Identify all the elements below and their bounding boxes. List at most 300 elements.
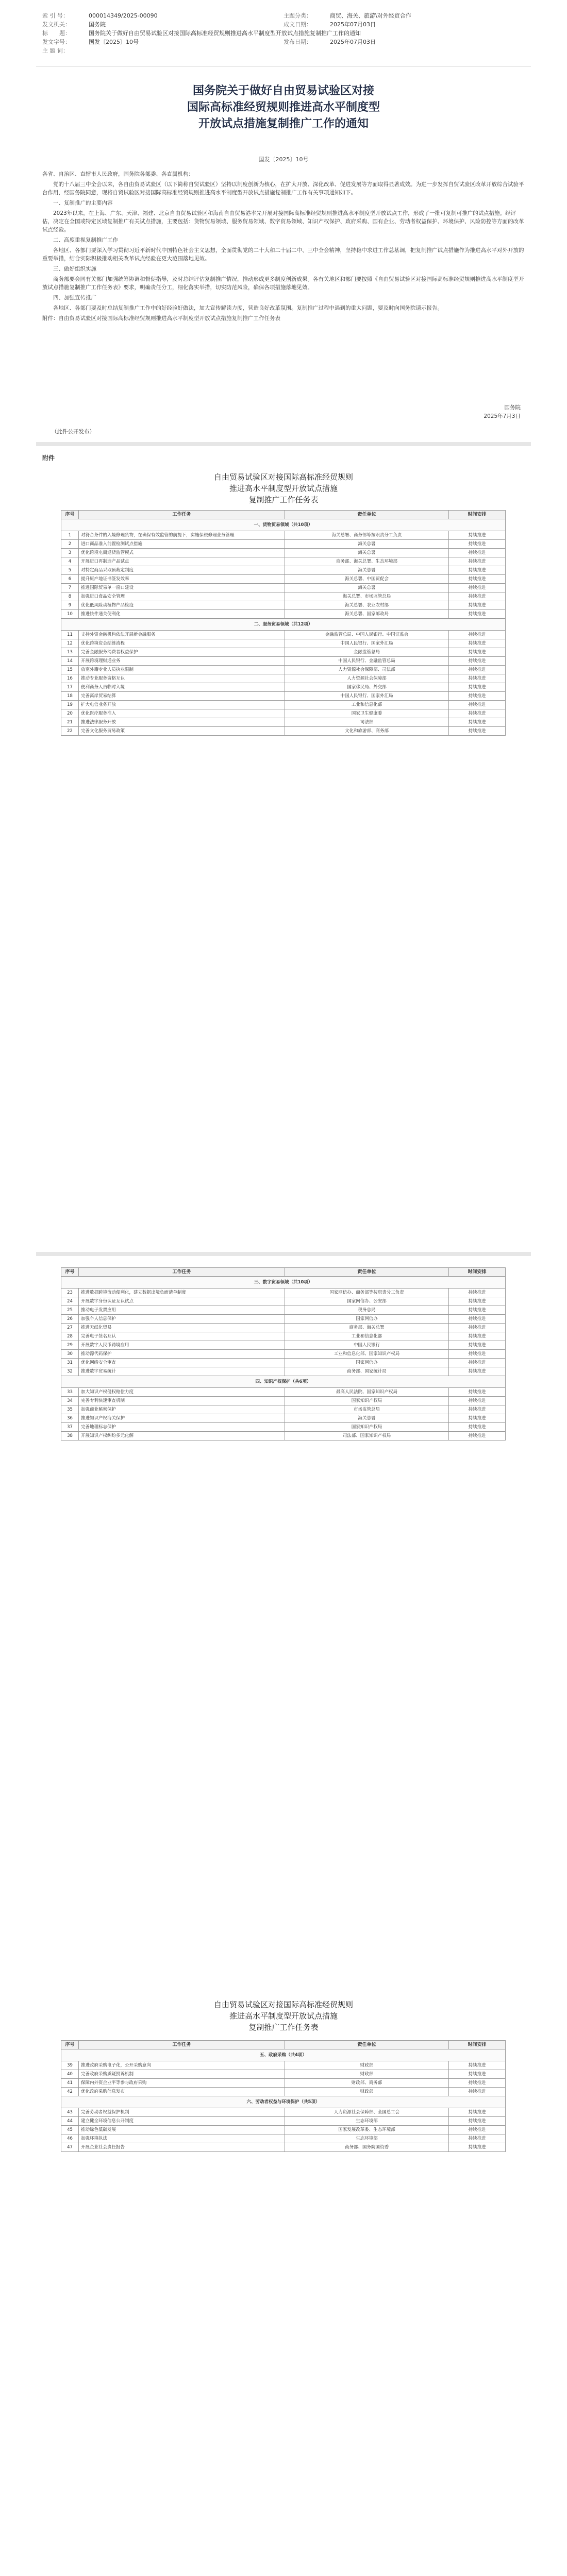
task-text: 开展知识产权纠纷多元化解 [79,1432,285,1440]
row-number: 16 [61,674,79,683]
task-text: 推进国际贸易单一窗口建设 [79,584,285,592]
task-text: 推进数字贸易统计 [79,1367,285,1376]
table-row [61,2117,506,2126]
time-arrangement: 持续推进 [449,2134,506,2143]
time-arrangement: 持续推进 [449,1315,506,1324]
document-number: 国发〔2025〕10号 [258,156,309,163]
table-header-row [61,2041,506,2049]
responsible-unit: 国家知识产权局 [285,1397,449,1405]
table-row [61,531,506,540]
document-meta-table [42,11,525,55]
table-header-cell: 工作任务 [79,511,285,519]
table-row [61,1359,506,1367]
row-number: 17 [61,683,79,692]
responsible-unit: 人力资源社会保障部、司法部 [285,666,449,674]
time-arrangement: 持续推进 [449,1414,506,1423]
task-text: 完善政府采购质疑投诉机制 [79,2070,285,2079]
time-arrangement: 持续推进 [449,1423,506,1432]
task-text: 完善金融服务消费者权益保护 [79,648,285,657]
responsible-unit: 国家知识产权局 [285,1423,449,1432]
task-text: 开展进口再制造产品试点 [79,557,285,566]
table-row [61,1432,506,1440]
table-row [61,566,506,575]
responsible-unit: 国家网信办、公安部 [285,1297,449,1306]
task-text: 便利商务人员临时入境 [79,683,285,692]
row-number: 10 [61,610,79,619]
task-text: 完善地理标志保护 [79,1423,285,1432]
responsible-unit: 商务部、国家统计局 [285,1367,449,1376]
table-row [61,666,506,674]
table-row [61,540,506,549]
attachment-title [36,471,531,505]
row-number: 26 [61,1315,79,1324]
time-arrangement: 持续推进 [449,601,506,610]
meta-label: 索 引 号： [42,12,69,19]
table-row [61,1405,506,1414]
row-number: 13 [61,648,79,657]
meta-row [42,20,525,29]
row-number: 4 [61,557,79,566]
task-table-page-2 [61,1267,506,1440]
meta-label: 主 题 词： [42,47,69,54]
table-header-cell: 序号 [61,511,79,519]
time-arrangement: 持续推进 [449,566,506,575]
time-arrangement: 持续推进 [449,2117,506,2126]
meta-row [42,29,525,38]
responsible-unit: 国家网信办、商务部等按职责分工负责 [285,1289,449,1297]
table-header-cell: 责任单位 [285,511,449,519]
time-arrangement: 持续推进 [449,549,506,557]
row-number: 3 [61,549,79,557]
responsible-unit: 财政部 [285,2088,449,2096]
task-text: 开展数字身份认证互认试点 [79,1297,285,1306]
responsible-unit: 国家网信办 [285,1315,449,1324]
time-arrangement: 持续推进 [449,639,506,648]
responsible-unit: 商务部、海关总署、生态环境部 [285,557,449,566]
attachment-title-repeat [36,1999,531,2033]
task-text: 推进快件通关便利化 [79,610,285,619]
body-paragraph: 各地区、各部门要深入学习贯彻习近平新时代中国特色社会主义思想，全面贯彻党的二十大和二十届二中、三中全会精神，坚持稳中求进工作总基调，把复制推广试点措施作为推进高水平对外开放的重要举措，结合实际积极推动相关改革试点经验在更大范围落地见效。 [42,247,524,262]
responsible-unit: 财政部 [285,2070,449,2079]
table-category-row [61,2096,506,2108]
table-row [61,610,506,619]
row-number: 9 [61,601,79,610]
row-number: 31 [61,1359,79,1367]
section-divider [36,442,531,446]
row-number: 28 [61,1332,79,1341]
table-row [61,1306,506,1315]
row-number: 19 [61,701,79,709]
table-row [61,2108,506,2117]
row-number: 40 [61,2070,79,2079]
row-number: 11 [61,631,79,639]
table-row [61,2079,506,2088]
signature-date: 2025年7月3日 [483,413,521,419]
meta-label: 成文日期： [284,21,312,28]
task-text: 优化网络安全审查 [79,1359,285,1367]
table-header-row [61,511,506,519]
responsible-unit: 市场监管总局 [285,1405,449,1414]
table-row [61,1367,506,1376]
table-row [61,1341,506,1350]
table-category-row [61,1277,506,1289]
row-number: 46 [61,2134,79,2143]
attachment-title-line-3: 复制推广工作任务表 [248,495,319,504]
task-text: 加强个人信息保护 [79,1315,285,1324]
row-number: 12 [61,639,79,648]
responsible-unit: 中国人民银行、国家外汇局 [285,692,449,701]
row-number: 39 [61,2061,79,2070]
table-row [61,1414,506,1423]
responsible-unit: 司法部 [285,718,449,727]
time-arrangement: 持续推进 [449,2143,506,2152]
responsible-unit: 最高人民法院、国家知识产权局 [285,1388,449,1397]
table-row [61,692,506,701]
responsible-unit: 人力资源社会保障部 [285,674,449,683]
responsible-unit: 国家网信办 [285,1359,449,1367]
responsible-unit: 税务总局 [285,1306,449,1315]
row-number: 29 [61,1341,79,1350]
task-text: 优化低风险动植物产品检疫 [79,601,285,610]
attachment-title-line-1: 自由贸易试验区对接国际高标准经贸规则 [213,472,353,482]
title-line-2: 国际高标准经贸规则推进高水平制度型 [187,100,380,114]
category-label: 五、政府采购（共4项） [61,2049,506,2061]
task-text: 放宽外籍专业人员执业限制 [79,666,285,674]
responsible-unit: 生态环境部 [285,2117,449,2126]
table-header-cell: 序号 [61,2041,79,2049]
responsible-unit: 文化和旅游部、商务部 [285,727,449,736]
row-number: 7 [61,584,79,592]
table-header-cell: 工作任务 [79,2041,285,2049]
row-number: 8 [61,592,79,601]
row-number: 36 [61,1414,79,1423]
body-paragraph: 附件：自由贸易试验区对接国际高标准经贸规则推进高水平制度型开放试点措施复制推广工作任务表 [42,315,280,321]
table-row [61,2061,506,2070]
time-arrangement: 持续推进 [449,727,506,736]
row-number: 14 [61,657,79,666]
table-row [61,1423,506,1432]
table-row [61,557,506,566]
document-title [36,82,531,132]
table-category-row [61,619,506,631]
time-arrangement: 持续推进 [449,666,506,674]
row-number: 34 [61,1397,79,1405]
body-paragraph: 商务部要会同有关部门加强统筹协调和督促指导，及时总结评估复制推广情况，推动形成更多制度创新成果。各有关地区和部门要按照《自由贸易试验区对接国际高标准经贸规则推进高水平制度型开放试点措施复制推广工作任务表》要求，明确责任分工，细化落实举措，切实防范风险，确保各项措施落地见效。 [42,276,524,291]
table-row [61,709,506,718]
responsible-unit: 金融监管总局、中国人民银行、中国证监会 [285,631,449,639]
row-number: 24 [61,1297,79,1306]
responsible-unit: 工业和信息化部 [285,1332,449,1341]
task-text: 优化政府采购信息发布 [79,2088,285,2096]
responsible-unit: 商务部、海关总署 [285,1324,449,1332]
meta-value: 2025年07月03日 [330,21,376,28]
time-arrangement: 持续推进 [449,2126,506,2134]
row-number: 6 [61,575,79,584]
task-text: 推动电子发票应用 [79,1306,285,1315]
time-arrangement: 持续推进 [449,1324,506,1332]
row-number: 32 [61,1367,79,1376]
time-arrangement: 持续推进 [449,1341,506,1350]
responsible-unit: 海关总署、市场监管总局 [285,592,449,601]
body-paragraph: 三、做好组织实施 [53,266,96,272]
responsible-unit: 国家移民局、外交部 [285,683,449,692]
task-text: 优化跨境电商退货监管模式 [79,549,285,557]
meta-value: 国务院关于做好自由贸易试验区对接国际高标准经贸规则推进高水平制度型开放试点措施复制推广工作的通知 [89,30,361,37]
task-text: 优化跨境资金结算流程 [79,639,285,648]
row-number: 21 [61,718,79,727]
responsible-unit: 工业和信息化部、国家知识产权局 [285,1350,449,1359]
meta-label: 发文字号： [42,39,71,45]
time-arrangement: 持续推进 [449,540,506,549]
row-number: 41 [61,2079,79,2088]
meta-row [42,46,525,55]
table-header-cell: 时间安排 [449,2041,506,2049]
attachment-title-line-2: 推进高水平制度型开放试点措施 [229,484,338,493]
time-arrangement: 持续推进 [449,1289,506,1297]
responsible-unit: 海关总署 [285,1414,449,1423]
time-arrangement: 持续推进 [449,1388,506,1397]
time-arrangement: 持续推进 [449,2108,506,2117]
responsible-unit: 金融监管总局 [285,648,449,657]
table-row [61,592,506,601]
task-text: 推进无纸化贸易 [79,1324,285,1332]
table-row [61,584,506,592]
time-arrangement: 持续推进 [449,657,506,666]
body-paragraph: 四、加强宣传推广 [53,295,96,301]
meta-label: 主题分类： [284,12,312,19]
attachment-title-repeat-line-1: 自由贸易试验区对接国际高标准经贸规则 [213,2000,353,2009]
task-text: 加强环境执法 [79,2134,285,2143]
task-text: 支持外资金融机构依法开展新金融服务 [79,631,285,639]
responsible-unit: 国家发展改革委、生态环境部 [285,2126,449,2134]
task-text: 推进数据跨境流动便利化，建立数据出境负面清单制度 [79,1289,285,1297]
responsible-unit: 财政部 [285,2061,449,2070]
table-row [61,1289,506,1297]
meta-label: 发文机关： [42,21,71,28]
table-row [61,1388,506,1397]
task-text: 完善劳动者权益保护机制 [79,2108,285,2117]
attachment-title-repeat-line-3: 复制推广工作任务表 [248,2023,319,2032]
time-arrangement: 持续推进 [449,575,506,584]
row-number: 22 [61,727,79,736]
row-number: 1 [61,531,79,540]
table-row [61,701,506,709]
time-arrangement: 持续推进 [449,531,506,540]
table-row [61,727,506,736]
meta-row [42,11,525,20]
meta-value: 2025年07月03日 [330,39,376,45]
public-release-note: （此件公开发布） [52,429,95,435]
meta-value: 000014349/2025-00090 [89,12,158,19]
task-text: 推进法律服务开放 [79,718,285,727]
table-header-cell: 工作任务 [79,1268,285,1277]
category-label: 一、货物贸易领域（共10项） [61,519,506,531]
category-label: 三、数字贸易领域（共10项） [61,1277,506,1289]
task-text: 推进政府采购电子化，公开采购意向 [79,2061,285,2070]
title-line-1: 国务院关于做好自由贸易试验区对接 [192,84,374,97]
task-text: 完善离岸贸易结算 [79,692,285,701]
time-arrangement: 持续推进 [449,584,506,592]
meta-label: 发布日期： [284,39,312,45]
table-row [61,2143,506,2152]
table-row [61,1332,506,1341]
row-number: 44 [61,2117,79,2126]
responsible-unit: 中国人民银行、金融监管总局 [285,657,449,666]
row-number: 27 [61,1324,79,1332]
row-number: 18 [61,692,79,701]
task-text: 推进知识产权海关保护 [79,1414,285,1423]
table-row [61,2070,506,2079]
table-row [61,1315,506,1324]
time-arrangement: 持续推进 [449,1297,506,1306]
table-row [61,2126,506,2134]
responsible-unit: 海关总署 [285,584,449,592]
table-header-cell: 时间安排 [449,511,506,519]
row-number: 42 [61,2088,79,2096]
row-number: 25 [61,1306,79,1315]
responsible-unit: 海关总署、国家邮政局 [285,610,449,619]
table-row [61,657,506,666]
row-number: 30 [61,1350,79,1359]
task-text: 推动绿色低碳发展 [79,2126,285,2134]
task-text: 加大知识产权侵权赔偿力度 [79,1388,285,1397]
body-paragraph: 2023年以来，在上海、广东、天津、福建、北京自由贸易试验区和海南自由贸易港率先开展对接国际高标准经贸规则推进高水平制度型开放试点工作，形成了一批可复制可推广的试点措施。经评估，决定在全国或特定区域复制推广有关试点措施，主要包括：货物贸易领域、服务贸易领域、数字贸易领域、知识产权保护、政府采购、国有企业、劳动者权益保护、环境保护、风险防控等方面的改革试点经验。 [42,210,524,233]
time-arrangement: 持续推进 [449,683,506,692]
table-row [61,718,506,727]
signature-block [483,403,521,421]
row-number: 37 [61,1423,79,1432]
row-number: 35 [61,1405,79,1414]
meta-value: 国发〔2025〕10号 [89,39,139,45]
task-text: 进口商品准入前置检测试点措施 [79,540,285,549]
table-row [61,1397,506,1405]
task-table-page-1 [61,510,506,736]
body-paragraph: 各地区、各部门要及时总结复制推广工作中的好经验好做法，加大宣传解读力度，营造良好改革氛围。复制推广过程中遇到的重大问题，要及时向国务院请示报告。 [53,305,443,311]
responsible-unit: 海关总署、中国贸促会 [285,575,449,584]
time-arrangement: 持续推进 [449,2061,506,2070]
time-arrangement: 持续推进 [449,718,506,727]
task-text: 完善专利快速审查机制 [79,1397,285,1405]
table-row [61,2134,506,2143]
task-text: 完善电子签名互认 [79,1332,285,1341]
row-number: 5 [61,566,79,575]
time-arrangement: 持续推进 [449,592,506,601]
body-paragraph: 二、高度重视复制推广工作 [53,237,118,243]
table-row [61,674,506,683]
table-row [61,549,506,557]
task-text: 开展企业社会责任报告 [79,2143,285,2152]
time-arrangement: 持续推进 [449,1367,506,1376]
table-category-row [61,2049,506,2061]
responsible-unit: 国家卫生健康委 [285,709,449,718]
responsible-unit: 财政部、商务部 [285,2079,449,2088]
table-header-cell: 责任单位 [285,2041,449,2049]
time-arrangement: 持续推进 [449,692,506,701]
responsible-unit: 司法部、国家知识产权局 [285,1432,449,1440]
responsible-unit: 生态环境部 [285,2134,449,2143]
time-arrangement: 持续推进 [449,1350,506,1359]
responsible-unit: 中国人民银行、国家外汇局 [285,639,449,648]
attachment-label: 附件 [42,454,55,462]
page-break [36,1252,531,1256]
table-row [61,1297,506,1306]
row-number: 45 [61,2126,79,2134]
table-header-cell: 责任单位 [285,1268,449,1277]
time-arrangement: 持续推进 [449,631,506,639]
body-paragraph: 党的十八届三中全会以来，各自由贸易试验区（以下简称自贸试验区）坚持以制度创新为核心，在扩大开放、深化改革、促进发展等方面取得显著成效。为进一步发挥自贸试验区改革开放综合试验平台作用，经国务院同意，现将自贸试验区对接国际高标准经贸规则推进高水平制度型开放试点措施复制推广工作有关事项通知如下。 [42,181,524,196]
responsible-unit: 海关总署 [285,540,449,549]
time-arrangement: 持续推进 [449,674,506,683]
meta-value: 商贸、海关、旅游\对外经贸合作 [330,12,411,19]
table-row [61,648,506,657]
responsible-unit: 中国人民银行 [285,1341,449,1350]
task-text: 提升原产地证书签发效率 [79,575,285,584]
table-header-cell: 时间安排 [449,1268,506,1277]
table-row [61,683,506,692]
meta-value: 国务院 [89,21,106,28]
time-arrangement: 持续推进 [449,1405,506,1414]
time-arrangement: 持续推进 [449,1332,506,1341]
time-arrangement: 持续推进 [449,701,506,709]
table-row [61,575,506,584]
row-number: 2 [61,540,79,549]
meta-label: 标 题： [42,30,71,37]
time-arrangement: 持续推进 [449,557,506,566]
meta-value [89,46,525,55]
body-paragraph: 各省、自治区、直辖市人民政府，国务院各部委、各直属机构： [42,171,194,177]
task-text: 对符合条件的入境修理货物，在确保有效监管的前提下，实施保税修理业务管理 [79,531,285,540]
table-row [61,601,506,610]
task-text: 推动专业服务资格互认 [79,674,285,683]
responsible-unit: 海关总署、商务部等按职责分工负责 [285,531,449,540]
task-text: 对特定商品采取预裁定制度 [79,566,285,575]
row-number: 47 [61,2143,79,2152]
meta-row [42,38,525,46]
time-arrangement: 持续推进 [449,648,506,657]
row-number: 43 [61,2108,79,2117]
responsible-unit: 人力资源社会保障部、全国总工会 [285,2108,449,2117]
task-text: 保障内外资企业平等参与政府采购 [79,2079,285,2088]
signature-org: 国务院 [504,404,521,411]
time-arrangement: 持续推进 [449,1397,506,1405]
row-number: 15 [61,666,79,674]
category-label: 六、劳动者权益与环境保护（共5项） [61,2096,506,2108]
task-text: 扩大电信业务开放 [79,701,285,709]
table-category-row [61,1376,506,1388]
task-text: 开展跨境理财通业务 [79,657,285,666]
task-text: 开展数字人民币跨境应用 [79,1341,285,1350]
table-header-row [61,1268,506,1277]
category-label: 四、知识产权保护（共6项） [61,1376,506,1388]
attachment-title-repeat-line-2: 推进高水平制度型开放试点措施 [229,2011,338,2021]
responsible-unit: 海关总署、农业农村部 [285,601,449,610]
time-arrangement: 持续推进 [449,1306,506,1315]
responsible-unit: 商务部、国务院国资委 [285,2143,449,2152]
table-row [61,639,506,648]
task-table-page-3 [61,2040,506,2152]
responsible-unit: 海关总署 [285,549,449,557]
title-line-3: 开放试点措施复制推广工作的通知 [198,117,369,130]
table-header-cell: 序号 [61,1268,79,1277]
responsible-unit: 工业和信息化部 [285,701,449,709]
time-arrangement: 持续推进 [449,2079,506,2088]
row-number: 38 [61,1432,79,1440]
table-row [61,2088,506,2096]
document-body [42,170,525,325]
row-number: 33 [61,1388,79,1397]
body-paragraph: 一、复制推广的主要内容 [53,200,113,206]
time-arrangement: 持续推进 [449,709,506,718]
